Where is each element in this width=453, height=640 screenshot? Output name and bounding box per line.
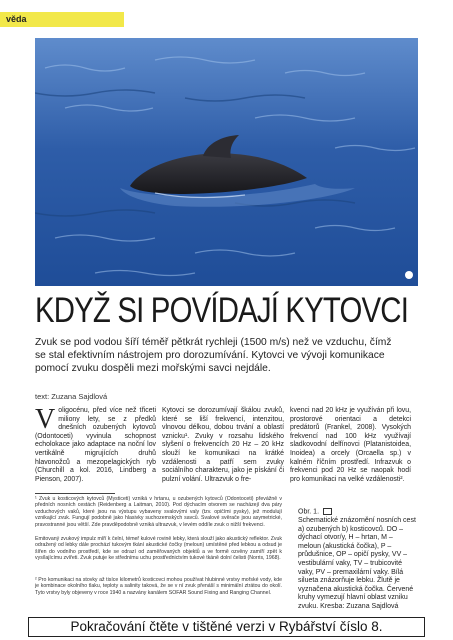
footnote-1: ¹ Zvuk u kosticových kytovců (Mysticeti) vzniká v hrtanu, u ozubených kytovců (Odontoceti) převážně v předních nosních cestách (Reidenberg a Laitman, 2010). Pod dýchacím otvorem se nacházejí dva páry vzduchových vaků, které jsou na výstupu vybaveny svalovými valy (tzv. opičími pysky), jež modulují vznikající zvuk. Fungují podobně jako hlasivky suchozemských savců. Svalové svěrače jsou asymetrické, pravostranné jsou větší. Zde pravděpodobně vzniká ultrazvuk, v levém oddíle zvuk o nižší frekvenci. <box>35 496 282 528</box>
article-column-3: kvenci nad 20 kHz je využíván při lovu, prostorové orientaci a detekci predátorů (Frankel, 2008). Vysokých frekvencí nad 100 kHz využívají sladkovodní delfínovci (Platanistoidea, Inoidea) a orcely (Orcaella sp.) v kalném říčním prostředí. Infrazvuk o frekvenci pod 20 Hz se naopak hodí pro komunikaci na velké vzdálenosti². <box>290 407 411 483</box>
column-1-text: oligocénu, před více než třiceti miliony lety, se z předků dnešních ozubených kytovců (Odontoceti) vyvinula schopnost echolokace jako adaptace na noční lov vertikálně migrujících druhů hlavonožců a mezopelagických ryb (Churchill a kol. 2016, Lindberg a Pienson, 2007). <box>35 407 156 483</box>
top-bar <box>0 0 453 30</box>
article-title: KDYŽ SI POVÍDAJÍ KYTOVCI <box>35 291 409 330</box>
article-author: text: Zuzana Sajdlová <box>35 392 108 401</box>
drop-cap: V <box>35 404 56 435</box>
photo-credit-icon <box>405 271 413 279</box>
article-column-2: Kytovci se dorozumívají škálou zvuků, které se liší frekvencí, intenzitou, vlnovou délkou, dobou trvání a oblastí vznicku¹. Zvuky v rozsahu lidského slyšení o frekvencích 20 Hz – 20 kHz slouží ke komunikaci na krátké vzdálenosti a patří sem zvuky sociálního charakteru, jako je pískání či pulzní volání. Ultrazvuk o fre- <box>162 407 284 483</box>
continuation-banner: Pokračování čtěte v tištěné verzi v Rybářství číslo 8. <box>28 617 425 637</box>
section-tag-label: věda <box>6 14 27 24</box>
whale-photo <box>35 38 418 286</box>
footnote-2: ² Pro komunikaci na stovky až tisíce kilometrů kosticovci mohou používat hlubinné vrstvy mořské vody, kde je kombinace okolního tlaku, teploty a salinity taková, že se v ní zvuk přenáší s minimální ztrátou do okolí. Tyto vrstvy byly objeveny v roce 1940 a nazvány kanálem SOFAR Sound Fixing and Ranging Channel. <box>35 577 282 596</box>
section-tag <box>0 12 124 27</box>
figure-label: Obr. 1. <box>298 508 320 516</box>
footnote-1-continued: Emitovaný zvukový impulz míří k čelní, témeř kulové rovině lebky, která slouží jako akustický reflektor. Zvuk odražený od lebky dále prochází tukovým tkání akustické čočky (meloun) umístěné před lebkou a odsud je šířen do vodního prostředí, kde se odrazí od zaměřovaných objektů a ve formě ozvěny zamíří zpět k vysílajícímu zvířeti. Zvuk putuje ke střednímu uchu prostřednictvím tukové tkáně dolní čelisti (Norris, 1968). <box>35 536 282 562</box>
article-column-1 <box>35 404 156 484</box>
figure-caption <box>298 508 416 611</box>
whale-photo-illustration <box>35 38 418 286</box>
camera-icon <box>323 508 332 515</box>
figure-caption-text: Schematické znázornění nosních cest a) ozubených b) kosticovců. DO – dýchací otvor/y, H – hrtan, M – meloun (akustická čočka), P – průdušnice, OP – opičí pysky, VV – vestibulární vaky, TV – trubicovité vaky, PV – premaxilární vaky. Bílá silueta znázorňuje lebku. Žlutě je vyznačena akustická čočka. Červené kruhy vymezují hlavní oblast vzniku zvuku. Kresba: Zuzana Sajdlová <box>298 516 416 610</box>
footnote-divider <box>35 493 115 494</box>
article-lead: Zvuk se pod vodou šíří téměř pětkrát rychleji (1500 m/s) než ve vzduchu, čímž se stal efektivním nástrojem pro dorozumívání. Kytovci ve vývoji komunikace pomocí zvuku dospěli mezi mořskými savci nejdále. <box>35 337 392 374</box>
